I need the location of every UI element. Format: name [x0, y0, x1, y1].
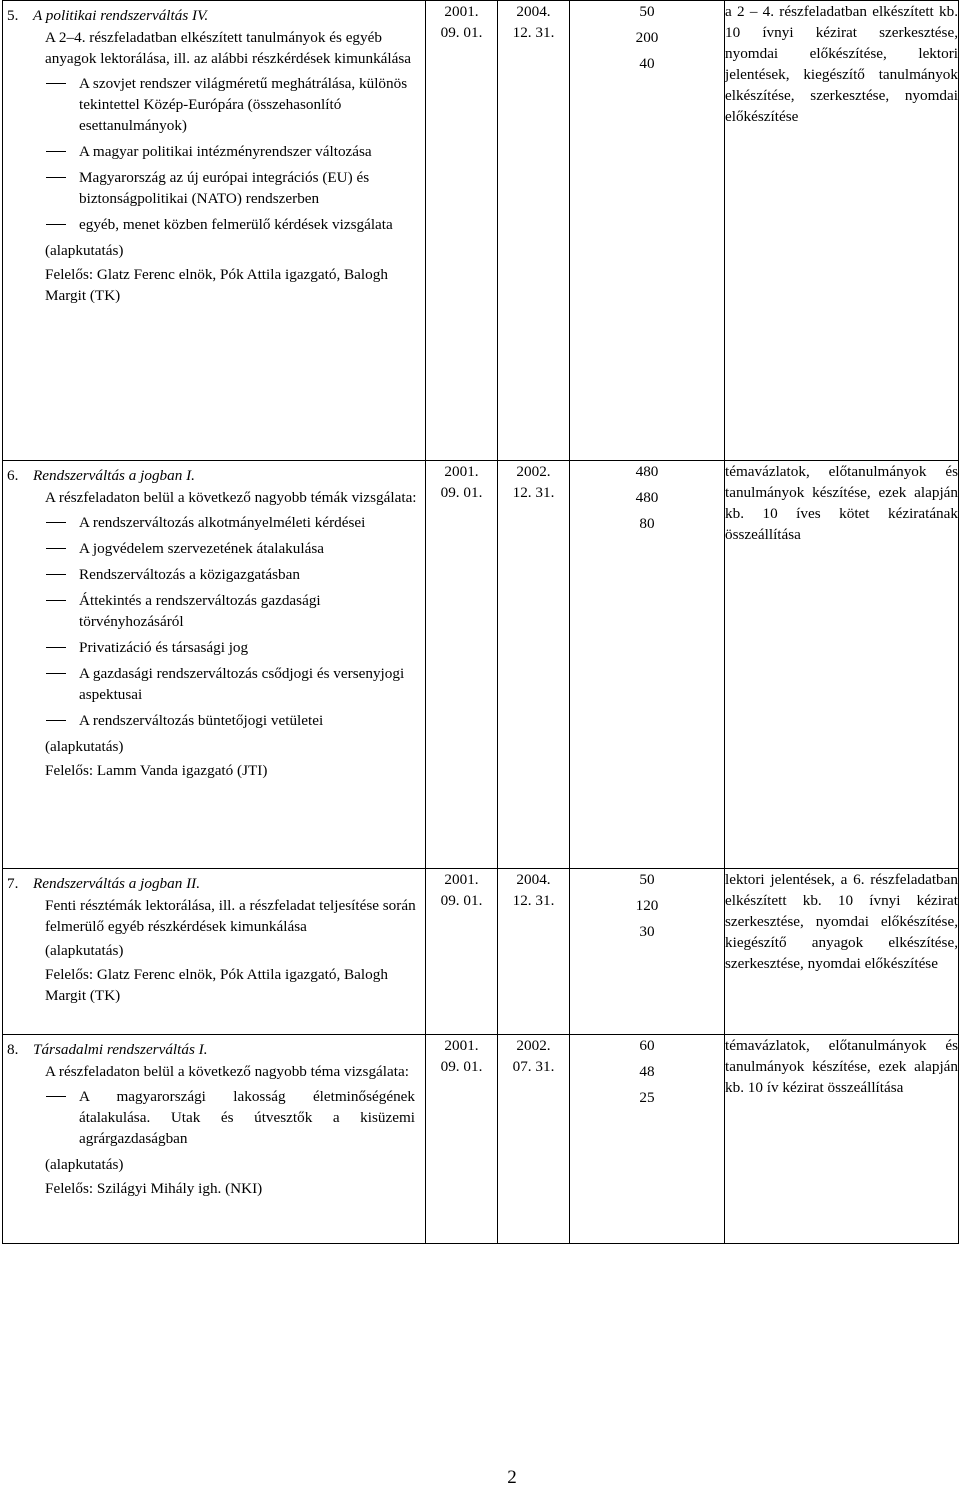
task-number: 6.: [7, 467, 19, 484]
amount-cell: [570, 461, 725, 869]
amount-cell: [570, 1035, 725, 1244]
start-year: 2001.: [444, 3, 479, 20]
task-title: Rendszerváltás a jogban I.: [33, 467, 195, 484]
start-year: 2001.: [444, 871, 479, 888]
end-date-cell: [498, 1035, 570, 1244]
subtopic-list: [45, 1086, 419, 1149]
start-day: 09. 01.: [440, 1058, 483, 1075]
task-title: Rendszerváltás a jogban II.: [33, 875, 201, 892]
result-cell: témavázlatok, előtanulmányok és tanulmányok készítése, ezek alapján kb. 10 ív kézirat összeállítása: [725, 1035, 959, 1244]
amount-value: 50: [639, 871, 655, 888]
task-cell: [3, 461, 426, 869]
subtopic-item: egyéb, menet közben felmerülő kérdések vizsgálata: [45, 214, 419, 235]
subtopic-list: [45, 73, 419, 235]
subtopic-list: [45, 512, 419, 731]
amount-value: 48: [639, 1063, 655, 1080]
start-year: 2001.: [444, 463, 479, 480]
result-cell: témavázlatok, előtanulmányok és tanulmányok készítése, ezek alapján kb. 10 íves kötet kéziratának összeállítása: [725, 461, 959, 869]
task-cell: [3, 1, 426, 461]
responsible-person: Felelős: Lamm Vanda igazgató (JTI): [45, 762, 268, 779]
start-day: 09. 01.: [440, 892, 483, 909]
end-date-cell: [498, 1, 570, 461]
end-date-cell: [498, 869, 570, 1035]
amount-value: 40: [639, 55, 655, 72]
end-day: 12. 31.: [512, 892, 555, 909]
responsible-person: Felelős: Glatz Ferenc elnök, Pók Attila igazgató, Balogh Margit (TK): [45, 966, 388, 1004]
subtopic-item: A magyar politikai intézményrendszer változása: [45, 141, 419, 162]
amount-value: 120: [635, 897, 659, 914]
amount-cell: [570, 869, 725, 1035]
subtopic-item: Rendszerváltozás a közigazgatásban: [45, 564, 419, 585]
task-cell: [3, 869, 426, 1035]
table-row: [3, 869, 959, 1035]
end-year: 2002.: [516, 463, 551, 480]
result-cell: a 2 – 4. részfeladatban elkészített kb. 10 ívnyi kézirat szerkesztése, nyomdai előkészítése, lektori jelentések, kiegészítő tanulmányok elkészítése, szerkesztése, nyomdai előkészítése: [725, 1, 959, 461]
start-year: 2001.: [444, 1037, 479, 1054]
subtopic-item: Privatizáció és társasági jog: [45, 637, 419, 658]
amount-value: 80: [639, 515, 655, 532]
amount-value: 60: [639, 1037, 655, 1054]
subtopic-item: A rendszerváltozás alkotmányelméleti kérdései: [45, 512, 419, 533]
task-number: 7.: [7, 875, 19, 892]
start-date-cell: [426, 869, 498, 1035]
subtopic-item: A szovjet rendszer világméretű meghátrálása, különös tekintettel Közép-Európára (összehasonlító esettanulmányok): [45, 73, 419, 136]
end-year: 2002.: [516, 1037, 551, 1054]
table-row: [3, 461, 959, 869]
task-intro: Fenti résztémák lektorálása, ill. a részfeladat teljesítése során felmerülő egyéb részkérdések kimunkálása: [45, 897, 416, 935]
amount-value: 30: [639, 923, 655, 940]
task-cell: [3, 1035, 426, 1244]
amount-value: 50: [639, 3, 655, 20]
page-number: 2: [507, 1467, 517, 1488]
subtopic-item: A jogvédelem szervezetének átalakulása: [45, 538, 419, 559]
task-title: Társadalmi rendszerváltás I.: [33, 1041, 208, 1058]
task-number: 5.: [7, 7, 19, 24]
subtopic-item: A rendszerváltozás büntetőjogi vetületei: [45, 710, 419, 731]
end-year: 2004.: [516, 871, 551, 888]
amount-value: 480: [635, 489, 659, 506]
start-date-cell: [426, 1035, 498, 1244]
result-cell: lektori jelentések, a 6. részfeladatban elkészített kb. 10 ívnyi kézirat szerkesztése, nyomdai előkészítése, kiegészítő anyagok elkészítése, szerkesztése, nyomdai előkészítése: [725, 869, 959, 1035]
subtopic-item: A magyarországi lakosság életminőségének átalakulása. Utak és útvesztők a kisüzemi agrárgazdaságban: [45, 1086, 419, 1149]
table-row: [3, 1035, 959, 1244]
start-date-cell: [426, 1, 498, 461]
end-year: 2004.: [516, 3, 551, 20]
end-date-cell: [498, 461, 570, 869]
amount-value: 480: [635, 463, 659, 480]
amount-value: 25: [639, 1089, 655, 1106]
end-day: 12. 31.: [512, 24, 555, 41]
research-type: (alapkutatás): [45, 942, 124, 959]
task-intro: A részfeladaton belül a következő nagyobb témák vizsgálata:: [45, 489, 417, 506]
task-intro: A részfeladaton belül a következő nagyobb téma vizsgálata:: [45, 1063, 409, 1080]
task-title: A politikai rendszerváltás IV.: [33, 7, 209, 24]
subtopic-item: A gazdasági rendszerváltozás csődjogi és versenyjogi aspektusai: [45, 663, 419, 705]
task-number: 8.: [7, 1041, 19, 1058]
responsible-person: Felelős: Glatz Ferenc elnök, Pók Attila igazgató, Balogh Margit (TK): [45, 266, 388, 304]
start-day: 09. 01.: [440, 484, 483, 501]
amount-value: 200: [635, 29, 659, 46]
subtopic-item: Áttekintés a rendszerváltozás gazdasági törvényhozásáról: [45, 590, 419, 632]
subtopic-item: Magyarország az új európai integrációs (EU) és biztonságpolitikai (NATO) rendszerben: [45, 167, 419, 209]
table-row: [3, 1, 959, 461]
end-day: 12. 31.: [512, 484, 555, 501]
end-day: 07. 31.: [512, 1058, 555, 1075]
research-type: (alapkutatás): [45, 242, 124, 259]
responsible-person: Felelős: Szilágyi Mihály igh. (NKI): [45, 1180, 263, 1197]
task-intro: A 2–4. részfeladatban elkészített tanulmányok és egyéb anyagok lektorálása, ill. az alábbi részkérdések kimunkálása: [45, 29, 412, 67]
start-date-cell: [426, 461, 498, 869]
research-type: (alapkutatás): [45, 738, 124, 755]
amount-cell: [570, 1, 725, 461]
research-type: (alapkutatás): [45, 1156, 124, 1173]
start-day: 09. 01.: [440, 24, 483, 41]
task-table: [2, 0, 959, 1244]
